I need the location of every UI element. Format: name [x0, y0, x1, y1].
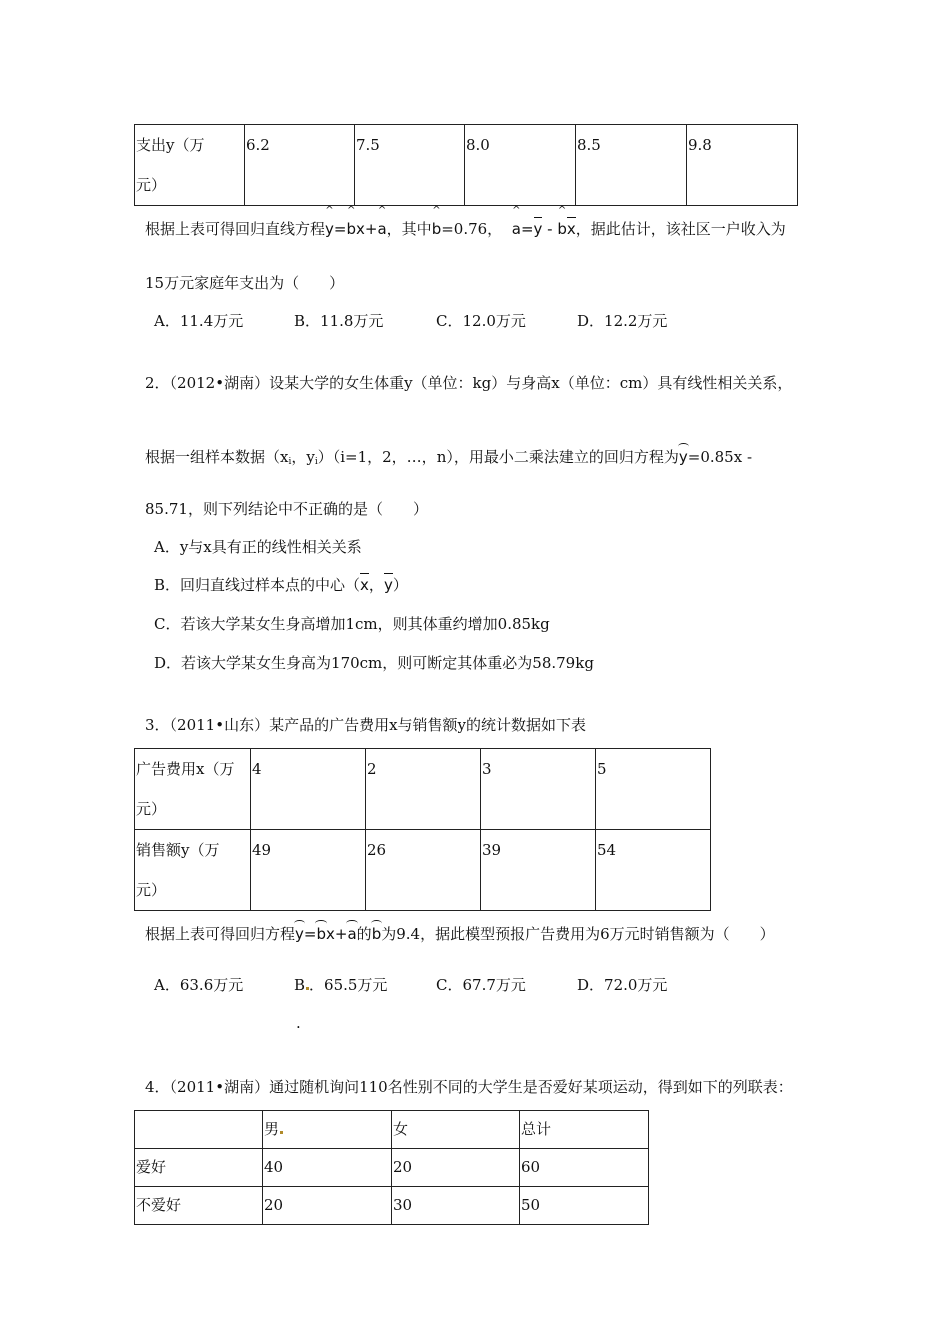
table-header: 男 [263, 1111, 392, 1149]
mark-icon [280, 1131, 283, 1134]
q3-option-b: B ．65.5万元 [294, 976, 388, 994]
table-header: 总计 [520, 1111, 649, 1149]
q1-intercept-equation: ^ a=y - ^ bx [512, 220, 576, 238]
ad-cost-value: 2 [366, 749, 481, 830]
expense-value: 8.0 [465, 125, 576, 206]
ad-cost-label: 广告费用x（万 元） [135, 749, 251, 830]
contingency-table [134, 1110, 649, 1225]
table-cell: 爱好 [135, 1149, 263, 1187]
q3-regression-equation: y=bx+a [295, 925, 357, 943]
q3-option-a: A．63.6万元 [154, 976, 244, 994]
q1-option-d: D．12.2万元 [577, 312, 668, 330]
sales-value: 26 [366, 830, 481, 911]
table-cell: 60 [520, 1149, 649, 1187]
table-cell: 不爱好 [135, 1187, 263, 1225]
table-header [135, 1111, 263, 1149]
ad-sales-table [134, 748, 711, 911]
q2-option-d: D．若该大学某女生身高为170cm，则可断定其体重必为58.79kg [154, 654, 594, 672]
ad-cost-value: 3 [481, 749, 596, 830]
table-cell: 20 [263, 1187, 392, 1225]
expense-row-label: 支出y（万 元） [135, 125, 245, 206]
q1-line2: 15万元家庭年支出为（ ） [145, 274, 345, 292]
q3-line1: 3．（2011•山东）某产品的广告费用x与销售额y的统计数据如下表 [145, 716, 587, 734]
ad-cost-value: 5 [596, 749, 711, 830]
q1-regression-equation: ^ y=^ bx+^ a [325, 220, 387, 238]
q1-option-a: A．11.4万元 [154, 312, 244, 330]
q2-option-a: A．y与x具有正的线性相关关系 [154, 538, 362, 556]
expense-table [134, 124, 798, 206]
ad-cost-value: 4 [251, 749, 366, 830]
q1-option-b: B．11.8万元 [294, 312, 384, 330]
q1-line1: 根据上表可得回归直线方程^ y=^ bx+^ a，其中^ b=0.76， ^ a=y - ^ bx，据此估计，该社区一户收入为 [145, 218, 786, 239]
table-header: 女 [392, 1111, 520, 1149]
expense-value: 7.5 [355, 125, 465, 206]
q2-line2: 根据一组样本数据（$x_i$，$y_i)(i=1$，2，…，n），用最小二乘法建立的回归方程为y=0.85x - [145, 448, 753, 467]
expense-value: 9.8 [687, 125, 798, 206]
q3-dot: . [296, 1014, 301, 1032]
expense-value: 8.5 [576, 125, 687, 206]
table-cell: 40 [263, 1149, 392, 1187]
expense-value: 6.2 [245, 125, 355, 206]
sales-value: 49 [251, 830, 366, 911]
q3-option-c: C．67.7万元 [436, 976, 526, 994]
sales-value: 54 [596, 830, 711, 911]
q3-statement: 根据上表可得回归方程y=bx+a的b为9.4，据此模型预报广告费用为6万元时销售额为（ ） [145, 925, 775, 943]
q2-option-c: C．若该大学某女生身高增加1cm，则其体重约增加0.85kg [154, 615, 550, 633]
sales-label: 销售额y（万 元） [135, 830, 251, 911]
q2-line1: 2．（2012•湖南）设某大学的女生体重y（单位：kg）与身高x（单位：cm）具有线性相关关系， [145, 374, 793, 392]
q2-option-b: B．回归直线过样本点的中心（x，y） [154, 576, 408, 594]
q3-option-d: D．72.0万元 [577, 976, 668, 994]
q4-line1: 4．（2011•湖南）通过随机询问110名性别不同的大学生是否爱好某项运动，得到如下的列联表： [145, 1078, 793, 1096]
table-cell: 30 [392, 1187, 520, 1225]
q1-option-c: C．12.0万元 [436, 312, 526, 330]
sales-value: 39 [481, 830, 596, 911]
table-cell: 20 [392, 1149, 520, 1187]
q2-line3: 85.71，则下列结论中不正确的是（ ） [145, 500, 428, 518]
table-cell: 50 [520, 1187, 649, 1225]
